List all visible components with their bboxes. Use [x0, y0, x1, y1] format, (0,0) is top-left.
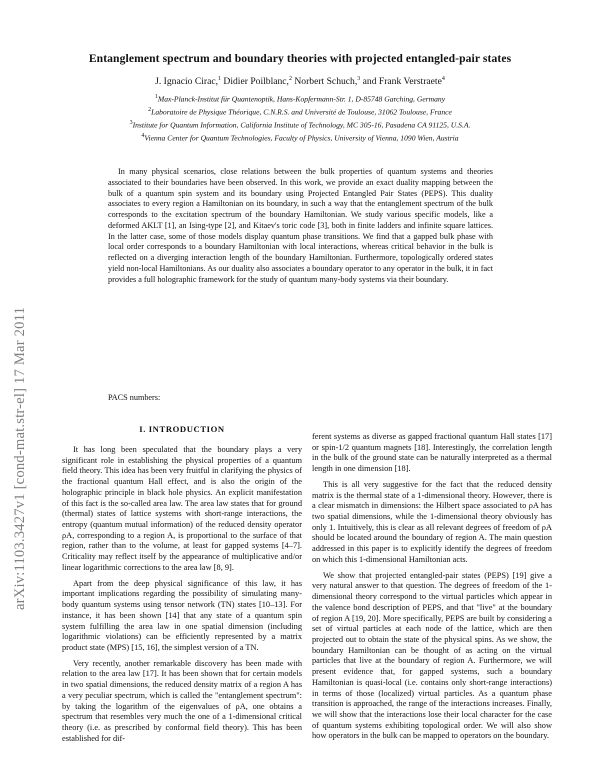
affiliation-list — [40, 92, 560, 145]
affiliation-text: Max-Planck-Institut für Quantenoptik, Hans-Kopfermann-Str. 1, D-85748 Garching, Germany — [157, 94, 446, 104]
affiliation — [40, 118, 560, 131]
section-heading: I. INTRODUCTION — [139, 424, 225, 434]
affiliation-text: Institute for Quantum Information, California Institute of Technology, MC 305-16, Pasadena CA 91125, U.S.A. — [132, 120, 471, 130]
author-sup: 3 — [357, 76, 361, 82]
author-list — [40, 76, 560, 87]
affiliation-sup: 2 — [148, 107, 152, 114]
paragraph: Apart from the deep physical significance of this law, it has important implications regarding the possibility of simulating many-body quantum systems using tensor network (TN) states [10–13]. For instance, it has been shown [14] that any state of a quantum spin system fulfilling the area law in one spatial dimension (including logarithmic violations) can be efficiently represented by a matrix product state (MPS) [15, 16], the simplest version of a TN. — [62, 578, 302, 652]
affiliation — [40, 92, 560, 105]
author-name: J. Ignacio Cirac, — [155, 76, 219, 88]
arxiv-identifier: arXiv:1103.3427v1 [cond-mat.str-el] 17 Mar 2011 — [12, 306, 28, 610]
author-sup: 2 — [288, 76, 292, 82]
author-sup: 4 — [441, 76, 445, 82]
affiliation-text: Laboratoire de Physique Théorique, C.N.R.S. and Université de Toulouse, 31062 Toulouse, France — [151, 107, 452, 117]
paper-title: Entanglement spectrum and boundary theories with projected entangled-pair states — [88, 52, 512, 65]
paragraph: We show that projected entangled-pair states (PEPS) [19] give a very natural answer to that question. The degrees of freedom of the 1-dimensional theory correspond to the virtual particles which appear in the valence bond description of PEPS, and that "live" at the boundary of region A [19, 20]. More specifically, PEPS are built by considering a set of virtual particles at each node of the lattice, which are then projected out to obtain the state of the physical spins. As we show, the boundary Hamiltonian can be thought of as acting on the virtual particles that live at the boundary of region A. Furthermore, we will present evidence that, for gapped systems, such a boundary Hamiltonian is quasi-local (i.e. contains only short-range interactions) in terms of those (localized) virtual particles. As a quantum phase transition is approached, the range of the interactions increases. Finally, we will show that the interactions lose their local character for the case of quantum systems exhibiting topological order. We will also show how operators in the bulk can be mapped to operators on the boundary. — [312, 570, 552, 741]
affiliation-sup: 3 — [129, 120, 133, 127]
paragraph: ferent systems as diverse as gapped fractional quantum Hall states [17] or spin-1/2 quantum magnets [18]. Interestingly, the correlation length in the bulk of the ground state can be naturally interpreted as a thermal length in one dimension [18]. — [312, 432, 552, 474]
paragraph: This is all very suggestive for the fact that the reduced density matrix is the thermal state of a 1-dimensional theory. However, there is a clear mismatch in dimensions: the Hilbert space associated to ρA has two spatial dimensions, while the 1-dimensional theory obviously has only 1. Intuitively, this is clear as all relevant degrees of freedom of ρA should be located around the boundary of region A. The main question addressed in this paper is to explicitly identify the degrees of freedom on which this 1-dimensional Hamiltonian acts. — [312, 479, 552, 564]
abstract: In many physical scenarios, close relations between the bulk properties of quantum systems and theories associated to their boundaries have been observed. In this work, we provide an exact duality mapping between the bulk of a quantum spin system and its boundary using Projected Entangled Pair States (PEPS). This duality associates to every region a Hamiltonian on its boundary, in such a way that the entanglement spectrum of the bulk corresponds to the excitation spectrum of the boundary Hamiltonian. We study various specific models, like a deformed AKLT [1], an Ising-type [2], and Kitaev's toric code [3], both in finite ladders and infinite square lattices. In the latter case, some of those models display quantum phase transitions. We find that a gapped bulk phase with local order corresponds to a boundary Hamiltonian with local interactions, whereas critical behavior in the bulk is reflected on a diverging interaction length of the boundary Hamiltonian. Furthermore, topologically ordered states yield non-local Hamiltonians. As our duality also associates a boundary operator to any operator in the bulk, it in fact provides a full holographic framework for the study of quantum many-body systems via their boundary. — [108, 167, 493, 284]
paragraph: Very recently, another remarkable discovery has been made with relation to the area law [17]. It has been shown that for certain models in two spatial dimensions, the reduced density matrix of a region A has a very peculiar spectrum, which is called the "entanglement spectrum": by taking the logarithm of the eigenvalues of ρA, one obtains a spectrum that resembles very much the one of a 1-dimensional critical theory (i.e. as prescribed by conformal field theory). This has been established for dif- — [62, 658, 302, 743]
affiliation-sup: 1 — [154, 94, 158, 100]
affiliation-text: Vienna Center for Quantum Technologies, Faculty of Physics, University of Vienna, 1090 Wien, Austria — [144, 133, 459, 143]
affiliation-sup: 4 — [141, 133, 145, 140]
affiliation — [40, 131, 560, 144]
right-column — [312, 432, 552, 747]
pacs-numbers: PACS numbers: — [108, 393, 161, 402]
affiliation — [40, 105, 560, 118]
author-name: and Frank Verstraete — [360, 76, 442, 88]
left-column — [62, 445, 302, 749]
paragraph: It has long been speculated that the boundary plays a very significant role in establishing the physical properties of a quantum field theory. This idea has been very fruitful in clarifying the physics of the fractional quantum Hall effect, and is also the origin of the holographic principle in black hole physics. An explicit manifestation of this fact is the so-called area law. The area law states that for ground (thermal) states of lattice systems with short-range interactions, the entropy (quantum mutual information) of the reduced density operator ρA, corresponding to a region A, is proportional to the surface of that region, rather than to the volume, at least for gapped systems [4–7]. Criticality may reflect itself by the appearance of multiplicative and/or linear logarithmic corrections to the area law [8, 9]. — [62, 445, 302, 572]
author-name: Norbert Schuch, — [291, 76, 358, 88]
author-sup: 1 — [218, 76, 222, 82]
author-name: Didier Poilblanc, — [221, 76, 289, 88]
